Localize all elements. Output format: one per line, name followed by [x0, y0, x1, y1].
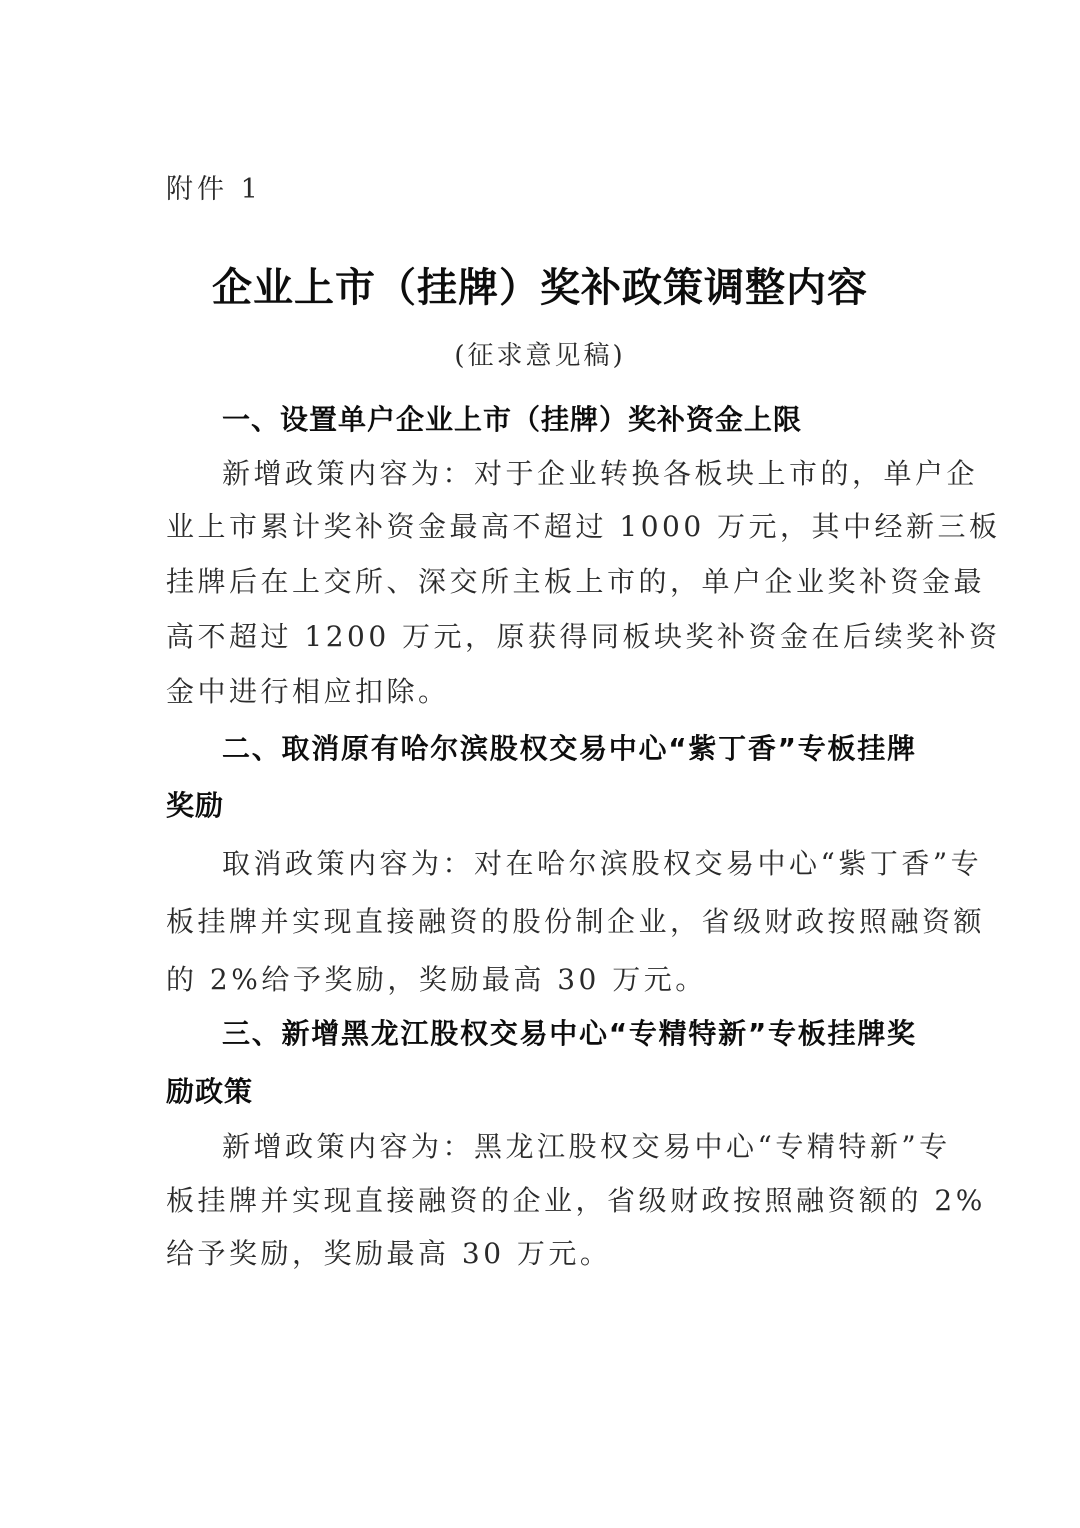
section-3-body-line: 板挂牌并实现直接融资的企业，省级财政按照融资额的 2%	[166, 1184, 986, 1217]
section-1-body-line: 新增政策内容为：对于企业转换各板块上市的，单户企	[222, 457, 979, 490]
section-1-body-line: 业上市累计奖补资金最高不超过 1000 万元，其中经新三板	[166, 510, 1001, 543]
section-2-body-line: 板挂牌并实现直接融资的股份制企业，省级财政按照融资额	[166, 905, 986, 938]
section-3-heading-continued: 励政策	[166, 1075, 254, 1108]
document-title: 企业上市（挂牌）奖补政策调整内容	[212, 265, 868, 311]
section-2-body-line: 的 2%给予奖励，奖励最高 30 万元。	[166, 963, 707, 996]
section-1-body-line: 金中进行相应扣除。	[166, 675, 450, 708]
section-1-body-line: 挂牌后在上交所、深交所主板上市的，单户企业奖补资金最	[166, 565, 986, 598]
section-1-body-line: 高不超过 1200 万元，原获得同板块奖补资金在后续奖补资	[166, 620, 1001, 653]
document-subtitle: (征求意见稿)	[454, 341, 626, 371]
section-3-heading: 三、新增黑龙江股权交易中心“专精特新”专板挂牌奖	[222, 1017, 916, 1050]
section-1-heading: 一、设置单户企业上市（挂牌）奖补资金上限	[222, 403, 803, 436]
section-2-heading: 二、取消原有哈尔滨股权交易中心“紫丁香”专板挂牌	[222, 732, 916, 765]
section-2-heading-continued: 奖励	[166, 789, 225, 822]
section-3-body-line: 给予奖励，奖励最高 30 万元。	[166, 1237, 612, 1270]
attachment-label: 附件 1	[166, 174, 262, 205]
section-2-body-line: 取消政策内容为：对在哈尔滨股权交易中心“紫丁香”专	[222, 847, 983, 880]
section-3-body-line: 新增政策内容为：黑龙江股权交易中心“专精特新”专	[222, 1130, 951, 1163]
